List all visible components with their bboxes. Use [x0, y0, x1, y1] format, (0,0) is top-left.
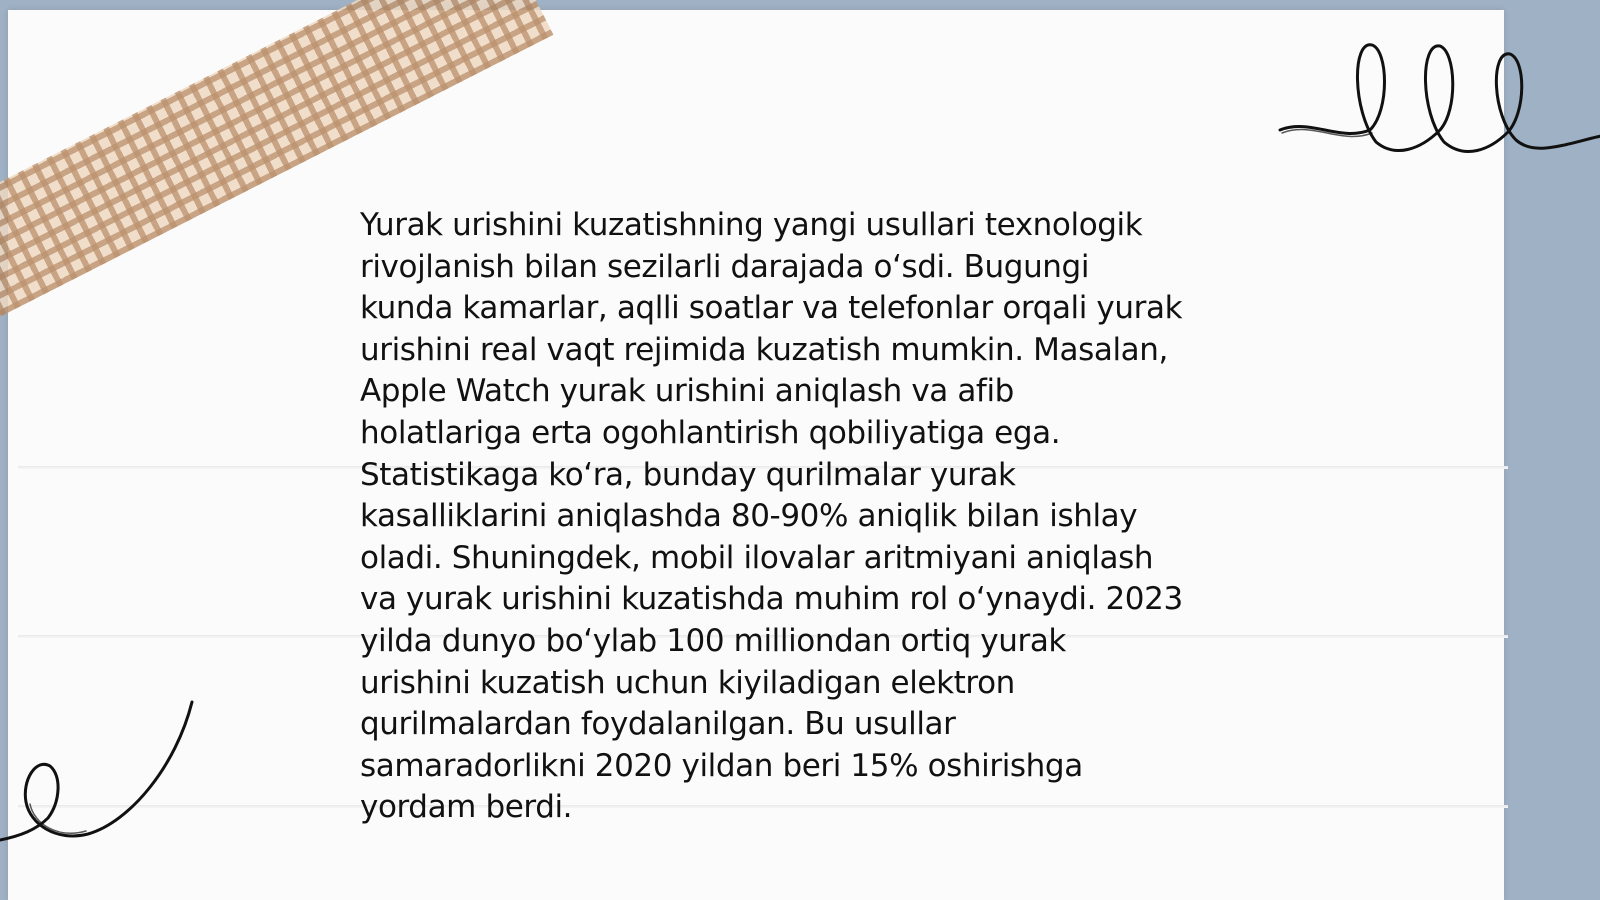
text-line: Apple Watch yurak urishini aniqlash va afib — [360, 373, 1014, 410]
text-line: kasalliklarini aniqlashda 80-90% aniqlik bilan ishlay — [360, 498, 1138, 535]
text-line: va yurak urishini kuzatishda muhim rol oʻynaydi. 2023 — [360, 581, 1183, 618]
text-line: rivojlanish bilan sezilarli darajada oʻsdi. Bugungi — [360, 248, 1090, 285]
text-line: kunda kamarlar, aqlli soatlar va telefonlar orqali yurak — [360, 290, 1183, 327]
loop-squiggle-icon — [1280, 30, 1600, 170]
text-line: Yurak urishini kuzatishning yangi usullari texnologik — [360, 207, 1143, 243]
text-line: Statistikaga koʻra, bunday qurilmalar yurak — [360, 456, 1016, 493]
text-line: yilda dunyo boʻylab 100 milliondan ortiq yurak — [360, 622, 1066, 659]
text-line: urishini kuzatish uchun kiyiladigan elektron — [360, 664, 1015, 701]
text-line: samaradorlikni 2020 yildan beri 15% oshirishga — [360, 747, 1083, 784]
text-line: qurilmalardan foydalanilgan. Bu usullar — [360, 706, 956, 743]
text-line: urishini real vaqt rejimida kuzatish mumkin. Masalan, — [360, 331, 1168, 368]
swoosh-doodle-icon — [0, 700, 200, 850]
text-line: yordam berdi. — [360, 789, 573, 826]
text-line: oladi. Shuningdek, mobil ilovalar aritmiyani aniqlash — [360, 539, 1154, 576]
text-line: holatlariga erta ogohlantirish qobiliyatiga ega. — [360, 414, 1061, 451]
body-paragraph — [360, 205, 1240, 829]
